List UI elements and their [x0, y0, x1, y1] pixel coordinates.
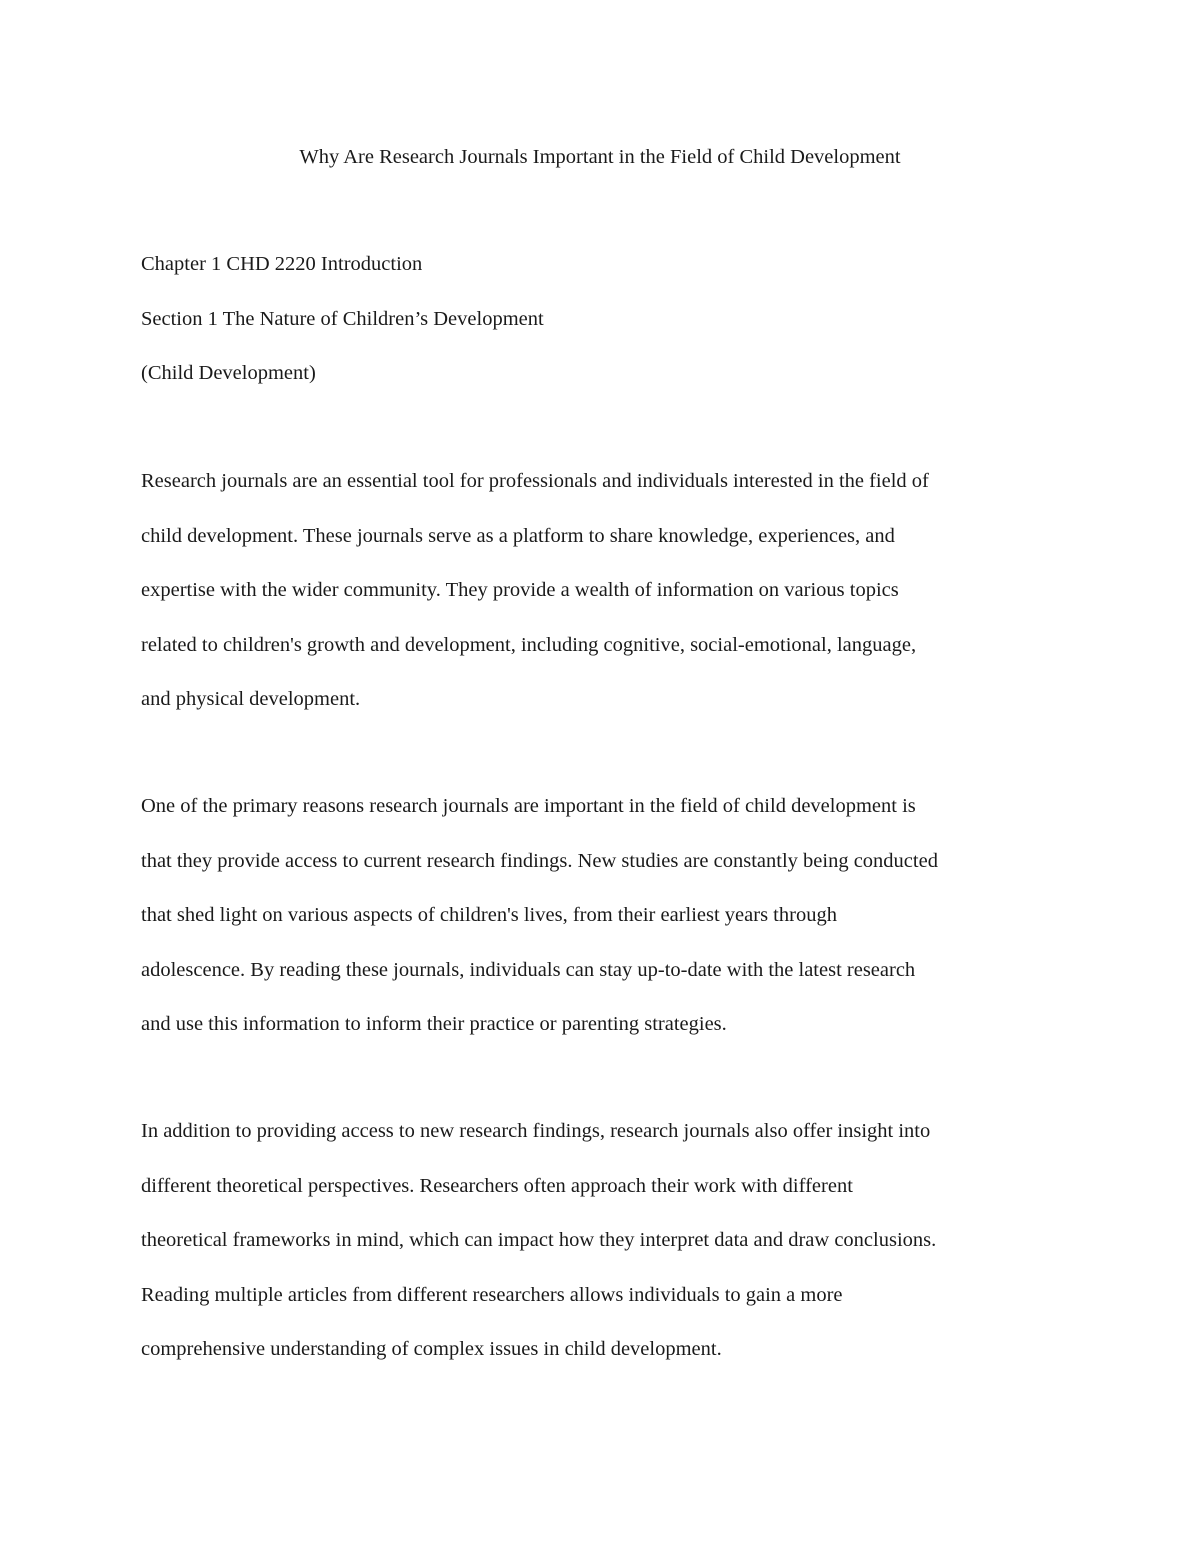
paragraph-1 — [141, 466, 1071, 739]
paragraph-line: and physical development. — [141, 688, 361, 710]
document-title: Why Are Research Journals Important in the Field of Child Development — [299, 146, 901, 168]
paragraph-line: theoretical frameworks in mind, which can impact how they interpret data and draw conclusions. — [141, 1229, 937, 1251]
paragraph-line: that shed light on various aspects of children's lives, from their earliest years through — [141, 904, 837, 926]
paragraph-line: Research journals are an essential tool for professionals and individuals interested in the field of — [141, 470, 929, 492]
paragraph-line: related to children's growth and development, including cognitive, social-emotional, language, — [141, 633, 917, 656]
paragraph-line: comprehensive understanding of complex issues in child development. — [141, 1338, 722, 1360]
paragraph-line: different theoretical perspectives. Researchers often approach their work with different — [141, 1174, 853, 1197]
chapter-line: Chapter 1 CHD 2220 Introduction — [141, 253, 423, 275]
paragraph-line: Reading multiple articles from different researchers allows individuals to gain a more — [141, 1283, 843, 1306]
paragraph-line: that they provide access to current research findings. New studies are constantly being conducted — [141, 849, 938, 872]
paragraph-line: expertise with the wider community. They provide a wealth of information on various topics — [141, 579, 899, 601]
section-line: Section 1 The Nature of Children’s Development — [141, 308, 544, 330]
paragraph-3 — [141, 1116, 1071, 1389]
paragraph-line: One of the primary reasons research journals are important in the field of child development is — [141, 795, 916, 817]
paragraph-line: child development. These journals serve as a platform to share knowledge, experiences, and — [141, 524, 895, 547]
paragraph-line: and use this information to inform their practice or parenting strategies. — [141, 1013, 727, 1035]
subject-line: (Child Development) — [141, 362, 316, 384]
paragraph-line: In addition to providing access to new research findings, research journals also offer insight into — [141, 1120, 931, 1142]
paragraph-2 — [141, 791, 1071, 1064]
paragraph-line: adolescence. By reading these journals, individuals can stay up-to-date with the latest research — [141, 958, 916, 981]
